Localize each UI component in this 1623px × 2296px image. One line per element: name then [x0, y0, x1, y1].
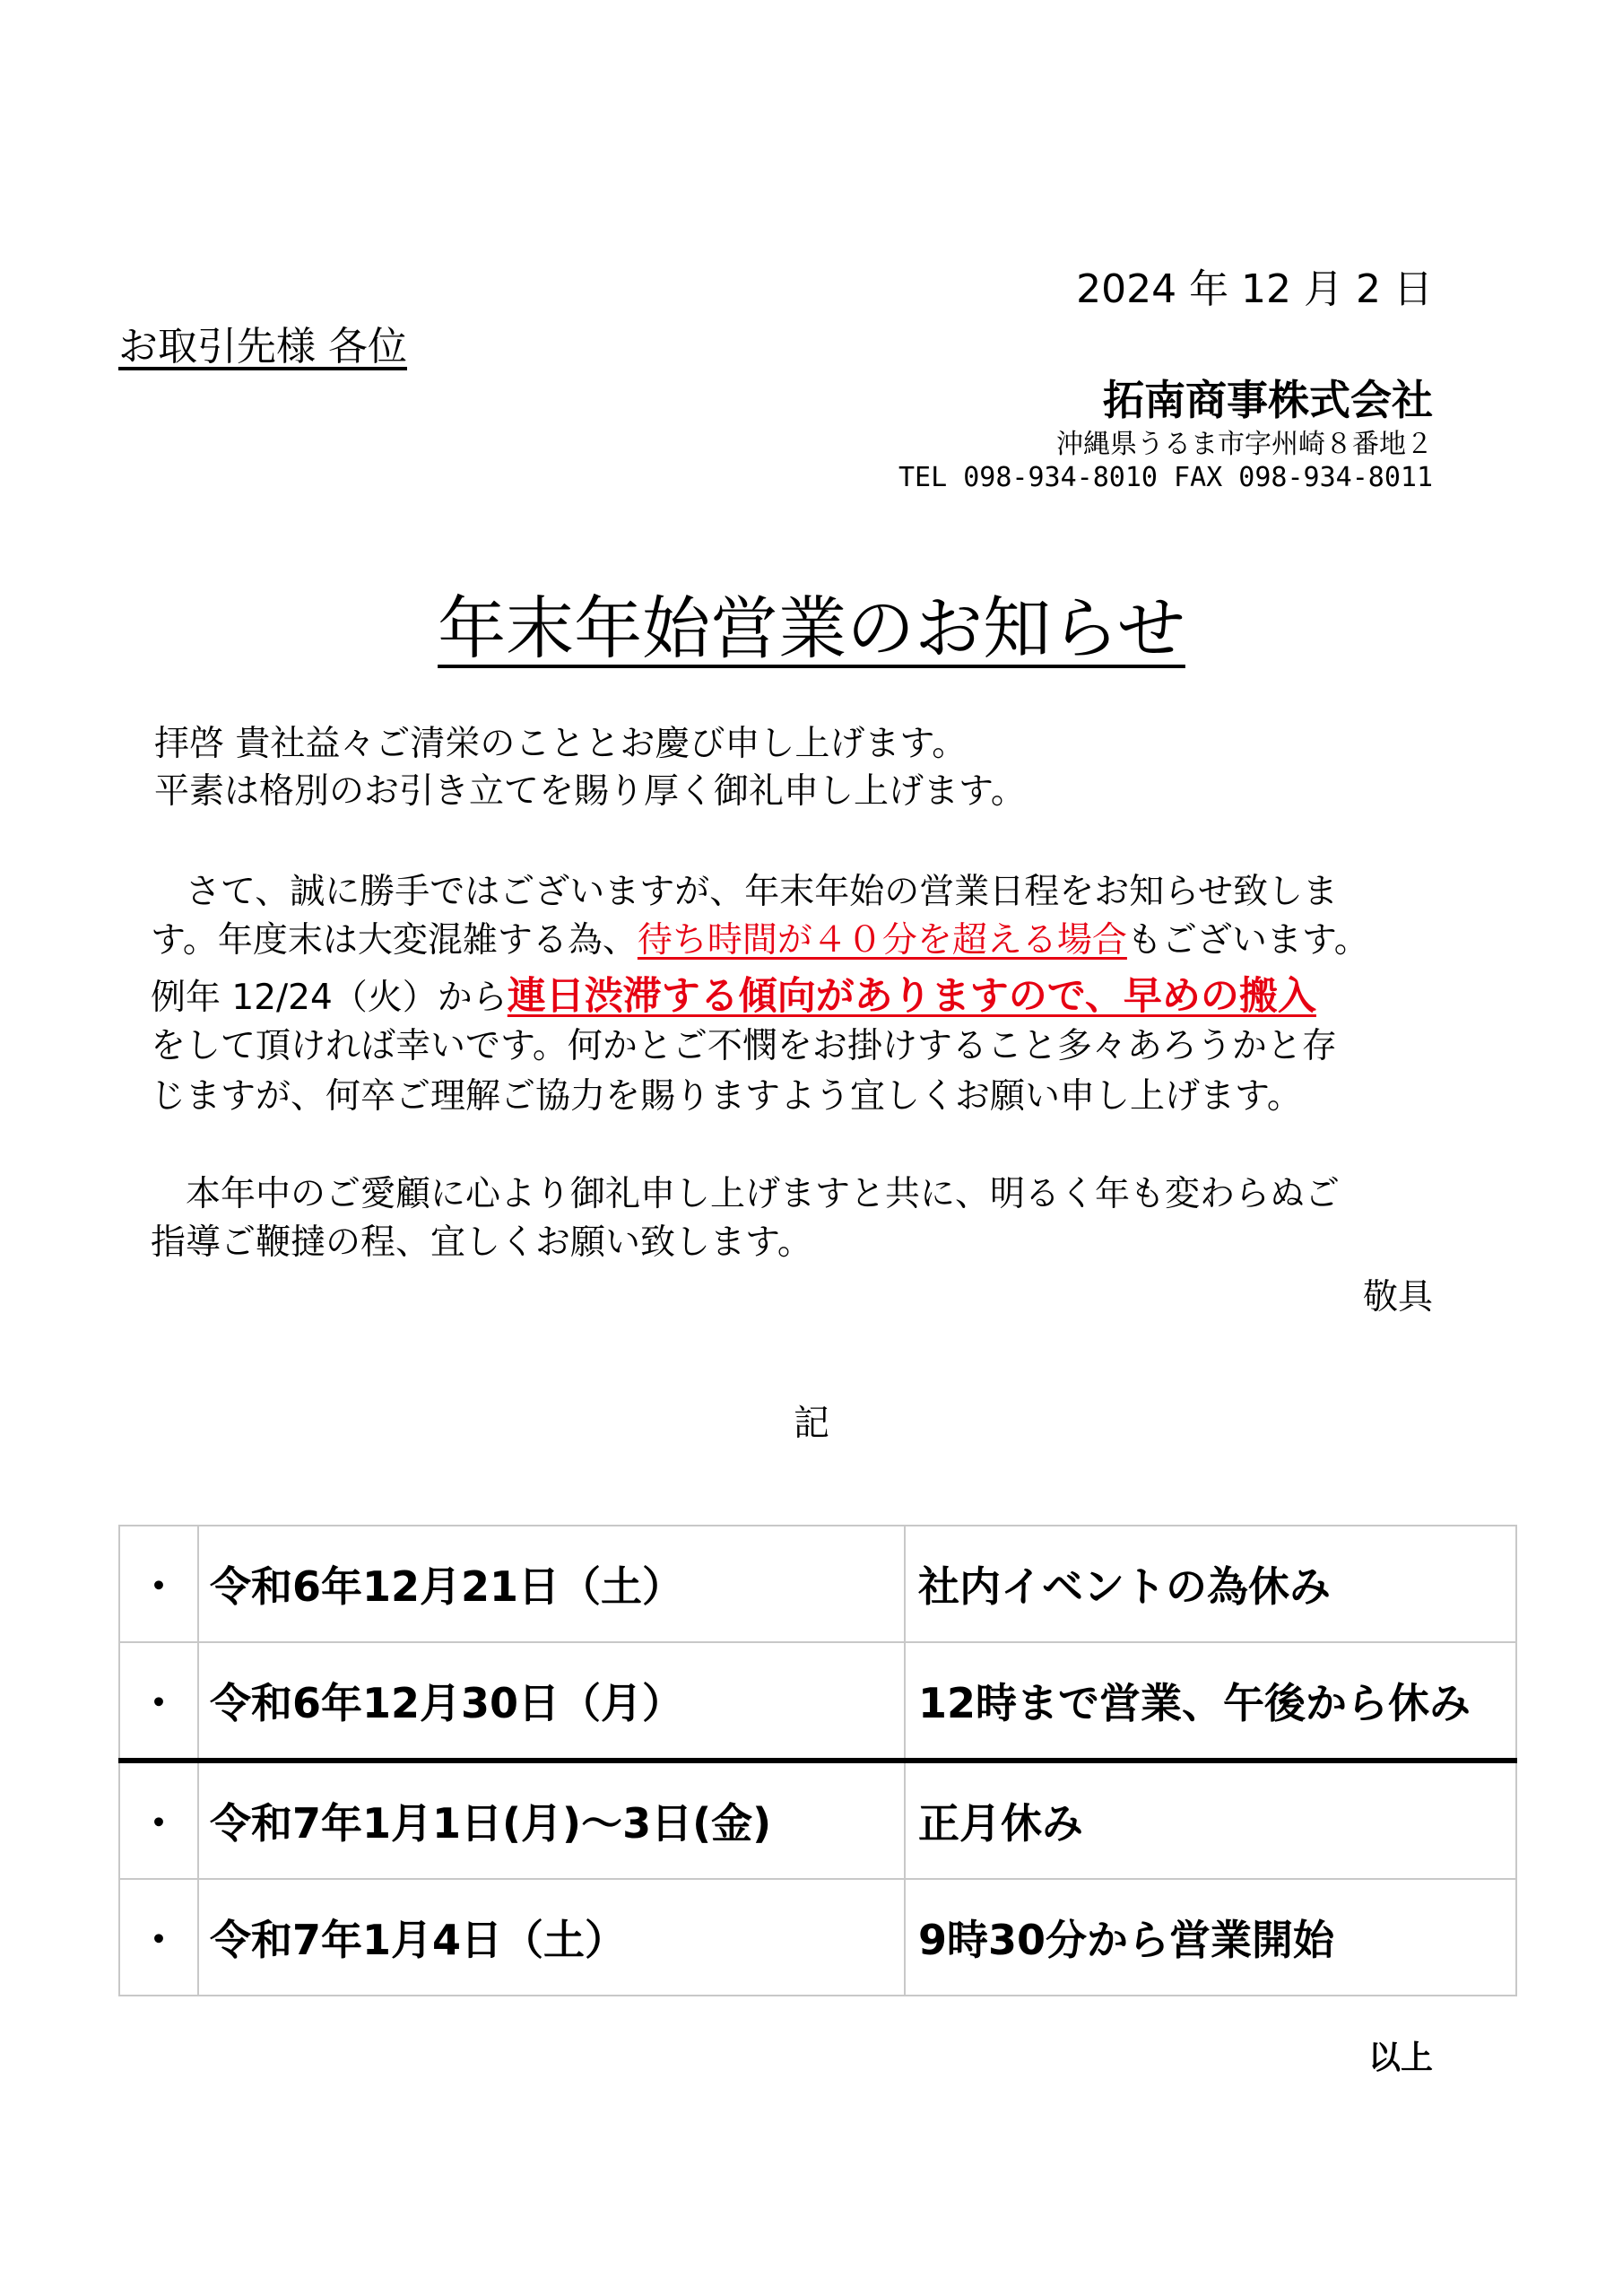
schedule-description: 社内イベントの為休み	[905, 1526, 1516, 1642]
schedule-row	[119, 1642, 1516, 1761]
schedule-date: 令和6年12月30日（月）	[198, 1642, 905, 1761]
closing-ijo: 以上	[1367, 2039, 1433, 2076]
schedule-date: 令和6年12月21日（土）	[198, 1526, 905, 1642]
row-bullet: ・	[119, 1642, 198, 1761]
schedule-description: 12時まで営業、午後から休み	[905, 1642, 1516, 1761]
schedule-date: 令和7年1月4日（土）	[198, 1879, 905, 1996]
schedule-description: 9時30分から営業開始	[905, 1879, 1516, 1996]
body-line-2: す。年度末は大変混雑する為、待ち時間が４０分を超える場合もございます。	[151, 920, 1369, 961]
closing-line-1: 本年中のご愛顧に心より御礼申し上げますと共に、明るく年も変わらぬご	[151, 1174, 1341, 1214]
schedule-description: 正月休み	[905, 1761, 1516, 1879]
body-line-3: 例年 12/24（火）から連日渋滞する傾向がありますので、早めの搬入	[151, 974, 1316, 1019]
closing-line-2: 指導ご鞭撻の程、宜しくお願い致します。	[151, 1222, 812, 1263]
row-bullet: ・	[119, 1761, 198, 1879]
greeting-line-2: 平素は格別のお引き立てを賜り厚く御礼申し上げます。	[154, 771, 1026, 812]
recipient: お取引先様 各位	[118, 324, 407, 370]
schedule-table	[118, 1525, 1517, 1996]
schedule-row	[119, 1761, 1516, 1879]
wait-time-notice: 待ち時間が４０分を超える場合	[637, 920, 1127, 961]
congestion-notice: 連日渋滞する傾向がありますので、早めの搬入	[507, 974, 1316, 1019]
schedule-date: 令和7年1月1日(月)～3日(金)	[198, 1761, 905, 1879]
row-bullet: ・	[119, 1526, 198, 1642]
company-contact: TEL 098-934-8010 FAX 098-934-8011	[898, 462, 1433, 493]
document-title: 年末年始営業のお知らせ	[438, 588, 1185, 668]
closing-keigu: 敬具	[1362, 1277, 1433, 1318]
body-line-4: をして頂ければ幸いです。何かとご不憫をお掛けすること多々あろうかと存	[151, 1026, 1337, 1066]
schedule-row	[119, 1879, 1516, 1996]
greeting-line-1: 拝啓 貴社益々ご清栄のこととお慶び申し上げます。	[154, 724, 968, 764]
body-line-5: じますが、何卒ご理解ご協力を賜りますよう宜しくお願い申し上げます。	[151, 1076, 1302, 1117]
company-address: 沖縄県うるま市字州崎８番地２	[1056, 429, 1433, 460]
ki-heading: 記	[794, 1403, 829, 1444]
company-name: 拓南商事株式会社	[1103, 376, 1433, 424]
body-line-1: さて、誠に勝手ではございますが、年末年始の営業日程をお知らせ致しま	[151, 872, 1339, 912]
row-bullet: ・	[119, 1879, 198, 1996]
schedule-row	[119, 1526, 1516, 1642]
document-date: 2024 年 12 月 2 日	[1076, 266, 1433, 312]
